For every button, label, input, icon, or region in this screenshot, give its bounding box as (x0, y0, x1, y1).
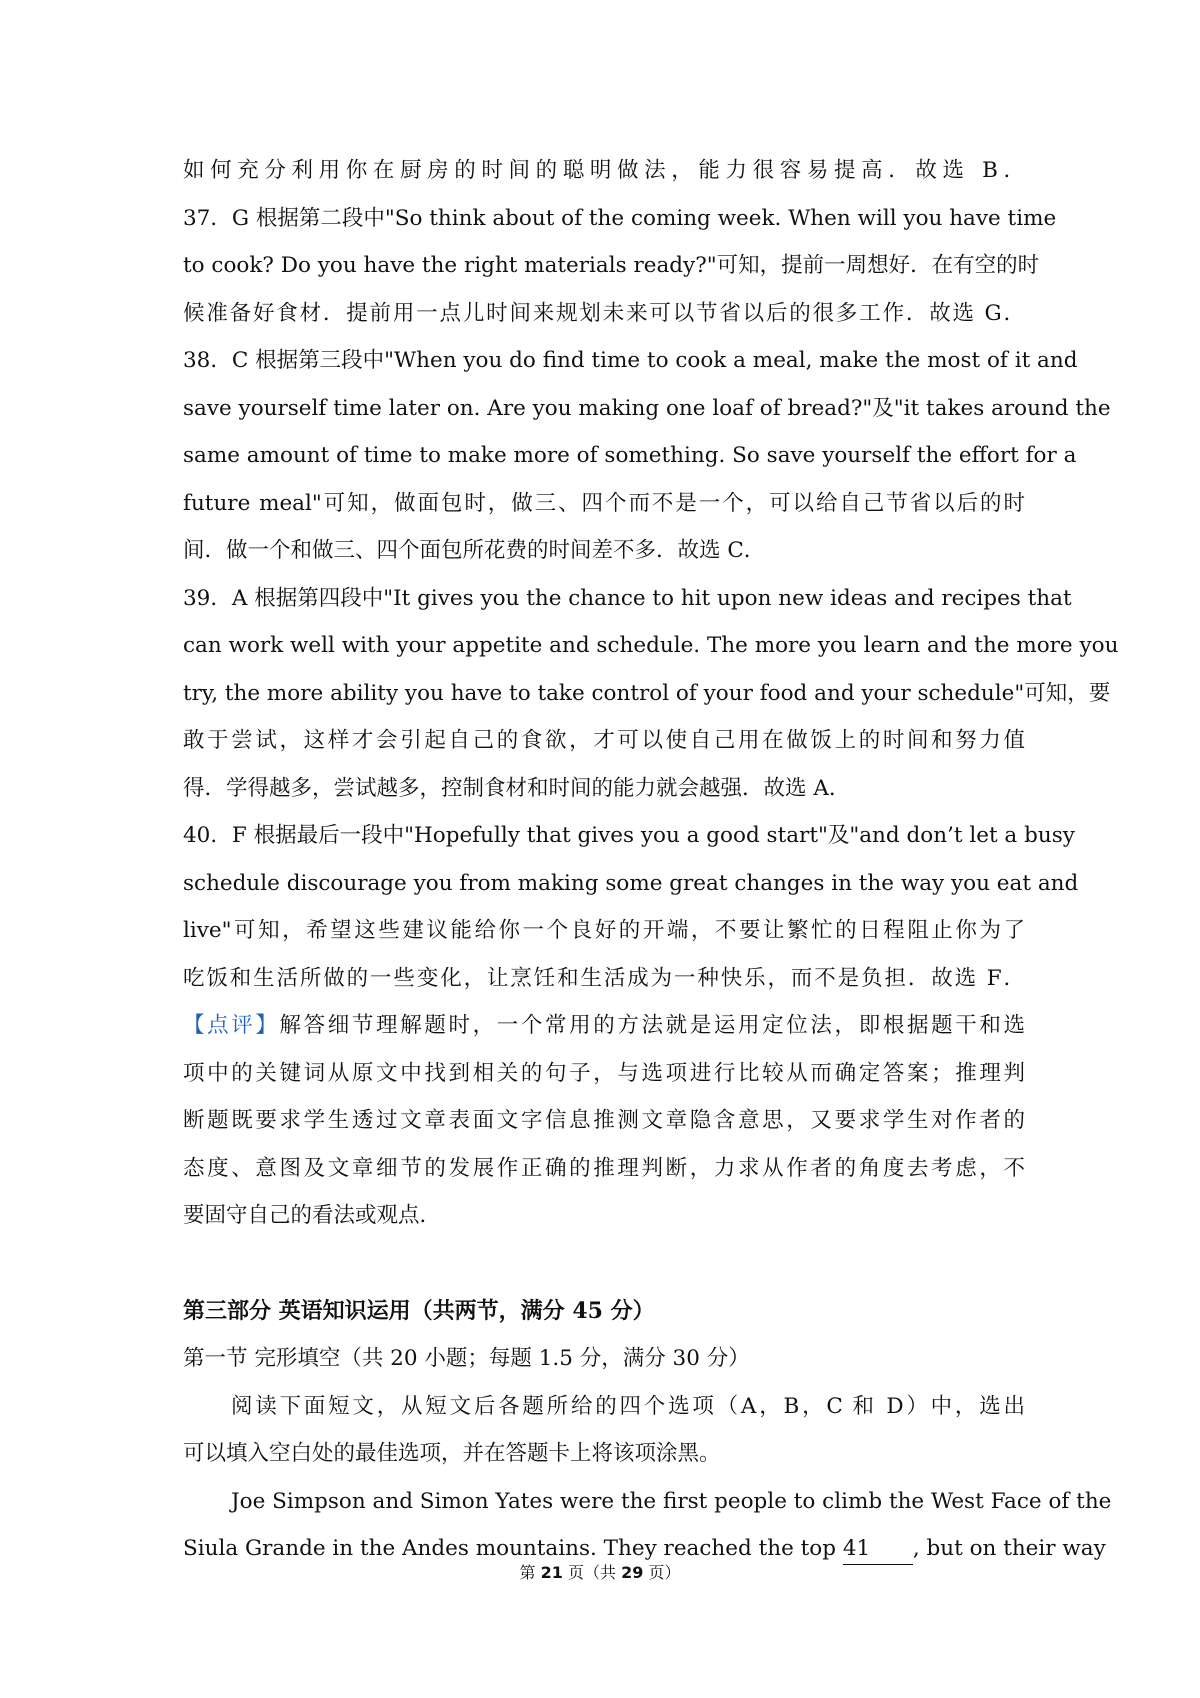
footer-suffix: 页） (643, 1563, 681, 1582)
text-line: schedule discourage you from making some great changes in the way you eat and (183, 870, 1079, 896)
text-line: future meal"可知，做面包时，做三、四个而不是一个，可以给自己节省以后的时 (183, 490, 1025, 516)
instruction-line: 可以填入空白处的最佳选项，并在答题卡上将该项涂黑。 (183, 1441, 721, 1466)
comment-line: 断题既要求学生透过文章表面文字信息推测文章隐含意思，又要求学生对作者的 (183, 1108, 1025, 1133)
comment-line (183, 1002, 1025, 1050)
footer-middle: 页（共 (562, 1563, 622, 1582)
page-content (183, 147, 1119, 1573)
comment-line: 项中的关键词从原文中找到相关的句子，与选项进行比较从而确定答案；推理判 (183, 1060, 1025, 1086)
text-line: 吃饭和生活所做的一些变化，让烹饪和生活成为一种快乐，而不是负担．故选 F． (183, 965, 1025, 991)
text-line: 如何充分利用你在厨房的时间的聪明做法，能力很容易提高．故选 B． (183, 158, 1025, 183)
passage-text: , but on their way (912, 1536, 1106, 1561)
passage-line: Joe Simpson and Simon Yates were the first people to climb the West Face of the (231, 1488, 1112, 1514)
text-line: can work well with your appetite and schedule. The more you learn and the more you (183, 633, 1119, 658)
footer-prefix: 第 (519, 1563, 541, 1582)
text-line: same amount of time to make more of something. So save yourself the effort for a (183, 443, 1077, 468)
answer-37-line: 37．G 根据第二段中"So think about of the coming week. When will you have time (183, 205, 1057, 231)
total-page-number: 29 (621, 1563, 644, 1582)
comment-line: 态度、意图及文章细节的发展作正确的推理判断，力求从作者的角度去考虑，不 (183, 1155, 1025, 1181)
page-footer (0, 1560, 1200, 1583)
current-page-number: 21 (540, 1563, 563, 1582)
comment-tag: 【点评】 (183, 1013, 280, 1038)
text-line: try, the more ability you have to take control of your food and your schedule"可知，要 (183, 680, 1111, 706)
answer-39-line: 39．A 根据第四段中"It gives you the chance to hit upon new ideas and recipes that (183, 585, 1072, 611)
text-line: 间．做一个和做三、四个面包所花费的时间差不多．故选 C． (183, 538, 766, 563)
section-subheading: 第一节 完形填空（共 20 小题；每题 1.5 分，满分 30 分） (183, 1346, 750, 1371)
blank-41: 41 (843, 1538, 913, 1565)
text-line: 敢于尝试，这样才会引起自己的食欲，才可以使自己用在做饭上的时间和努力值 (183, 728, 1025, 753)
section-gap (183, 1240, 1025, 1288)
comment-line: 要固守自己的看法或观点． (183, 1203, 442, 1228)
instruction-line: 阅读下面短文，从短文后各题所给的四个选项（A，B，C 和 D）中，选出 (231, 1393, 1025, 1419)
answer-40-line: 40．F 根据最后一段中"Hopefully that gives you a good start"及"and don’t let a busy (183, 823, 1075, 848)
section-heading: 第三部分 英语知识运用（共两节，满分 45 分） (183, 1297, 655, 1324)
text-line: 候准备好食材．提前用一点儿时间来规划未来可以节省以后的很多工作．故选 G． (183, 300, 1025, 326)
answer-38-line: 38．C 根据第三段中"When you do find time to cook a meal, make the most of it and (183, 348, 1078, 373)
comment-text: 解答细节理解题时，一个常用的方法就是运用定位法，即根据题干和选 (279, 1013, 1025, 1038)
passage-text: Siula Grande in the Andes mountains. They reached the top (183, 1536, 843, 1561)
text-line: save yourself time later on. Are you making one loaf of bread?"及"it takes around the (183, 395, 1111, 421)
text-line: 得．学得越多，尝试越多，控制食材和时间的能力就会越强．故选 A． (183, 775, 851, 801)
text-line: live"可知，希望这些建议能给你一个良好的开端，不要让繁忙的日程阻止你为了 (183, 918, 1025, 943)
text-line: to cook? Do you have the right materials ready?"可知，提前一周想好．在有空的时 (183, 253, 1040, 278)
